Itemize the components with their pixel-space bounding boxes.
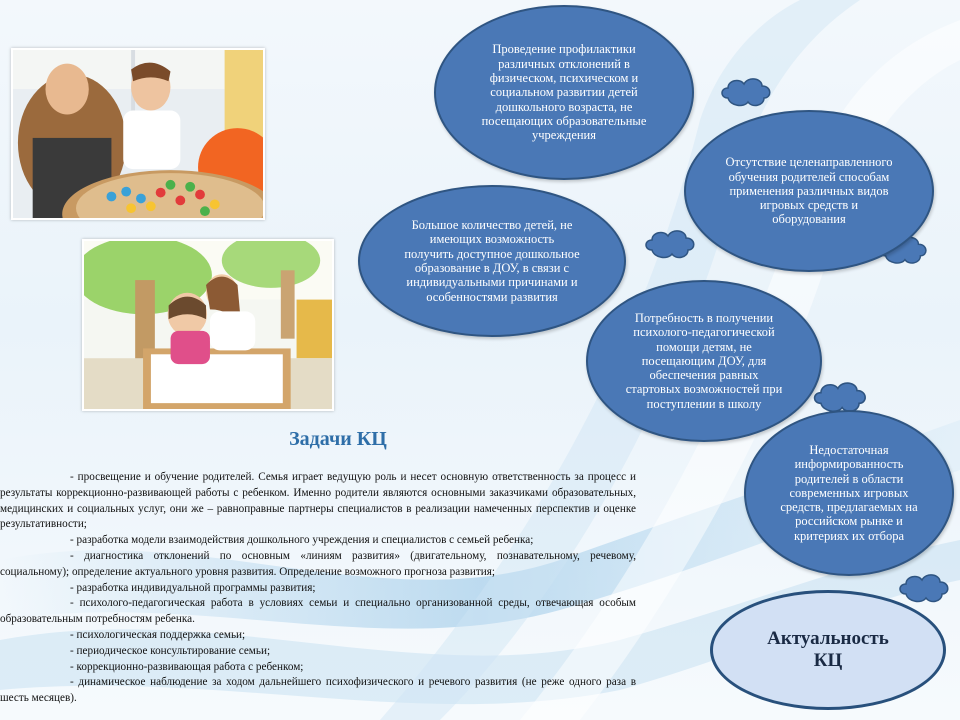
bubble-many-children bbox=[358, 185, 626, 337]
task-item: - коррекционно-развивающая работа с ребенком; bbox=[70, 660, 304, 673]
task-item: - динамическое наблюдение за ходом дальнейшего психофизического и речевого развития (не реже одного раза в шесть месяцев). bbox=[0, 676, 636, 705]
bubble-text: Недостаточная информированность родителей в области современных игровых средств, предлагаемых на российском рынке и критериях их отбора bbox=[780, 442, 918, 543]
bubble-text: Проведение профилактики различных отклонений в физическом, психическом и социальном развитии детей дошкольного возраста, не посещающих образовательные учреждения bbox=[481, 42, 647, 143]
task-item: - просвещение и обучение родителей. Семья играет ведущую роль и несет основную ответственность за процесс и результаты коррекционно-развивающей работы с ребенком. Именно родители являются основными заказчиками образовательных, медицинских и социальных услуг, они же – равноправные партнеры специалистов в реализации намеченных перспектив и оценке результативности; bbox=[0, 471, 636, 531]
thought-cloud-icon bbox=[640, 228, 700, 262]
task-item: - разработка модели взаимодействия дошкольного учреждения и специалистов с семьей ребенка; bbox=[70, 534, 534, 547]
relevance-line2: КЦ bbox=[813, 650, 843, 671]
bubble-text: Потребность в получении психолого-педагогической помощи детям, не посещающим ДОУ, для обеспечения равных стартовых возможностей при поступлении в школу bbox=[625, 310, 783, 411]
bubble-need-for-help bbox=[586, 280, 822, 442]
thought-cloud-icon bbox=[718, 76, 774, 110]
section-title: Задачи КЦ bbox=[289, 428, 387, 450]
task-item: - разработка индивидуальной программы развития; bbox=[70, 581, 316, 594]
relevance-line1: Актуальность bbox=[767, 628, 889, 649]
bubble-prevention bbox=[434, 5, 694, 180]
relevance-ellipse bbox=[710, 590, 946, 710]
photo-girl-sand-table bbox=[82, 239, 334, 411]
thought-cloud-icon bbox=[896, 572, 952, 606]
bubble-insufficient-awareness bbox=[744, 410, 954, 576]
bubble-text: Отсутствие целенаправленного обучения родителей способам применения различных видов игровых средств и оборудования bbox=[725, 155, 893, 227]
bubble-lack-of-training bbox=[684, 110, 934, 272]
task-item: - диагностика отклонений по основным «линиям развития» (двигательному, познавательному, речевому, социальному); определение актуального уровня развития. Определение возможного прогноза развития; bbox=[0, 549, 636, 578]
task-item: - периодическое консультирование семьи; bbox=[70, 644, 271, 657]
task-item: - психолого-педагогическая работа в условиях семьи и специально организованной среды, отвечающая особым образовательным потребностям ребенка. bbox=[0, 597, 636, 626]
task-item: - психологическая поддержка семьи; bbox=[70, 628, 246, 641]
photo-mother-child-mosaic bbox=[11, 48, 265, 220]
bubble-text: Большое количество детей, не имеющих возможность получить доступное дошкольное образование в ДОУ, в связи с индивидуальными причинами и особенностями развития bbox=[404, 218, 580, 304]
tasks-list bbox=[0, 470, 636, 707]
